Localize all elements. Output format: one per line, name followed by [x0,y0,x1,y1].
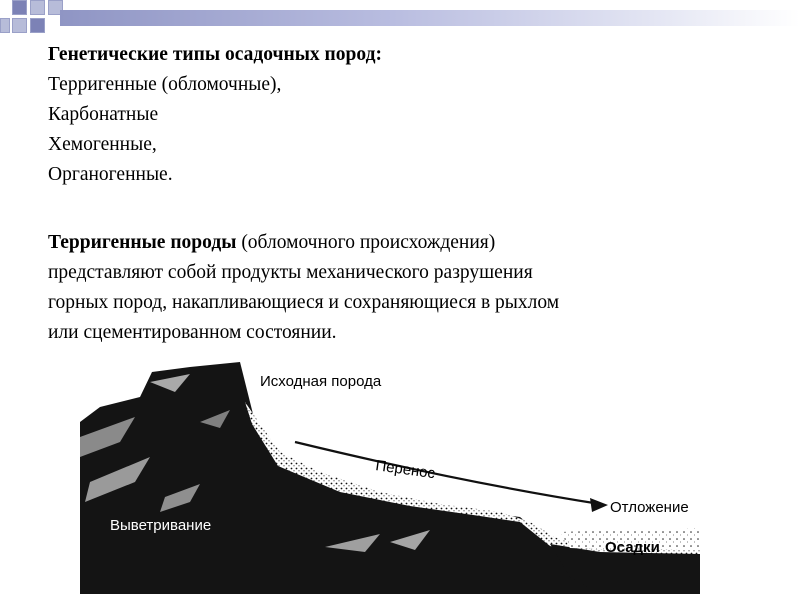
para-text: или сцементированном состоянии. [48,322,337,343]
para-text: (обломочного происхождения) [236,232,496,253]
term: Терригенные породы [48,232,237,253]
arrow-head [590,498,608,512]
type-item: Органогенные. [48,164,173,185]
label-deposition: Отложение [610,499,689,516]
type-item: Хемогенные, [48,134,157,155]
para-text: представляют собой продукты механического разрушения [48,262,533,283]
sedimentation-diagram [80,362,700,594]
label-weathering: Выветривание [110,517,212,534]
types-list [48,40,768,190]
para-text: горных пород, накапливающиеся и сохраняющиеся в рыхлом [48,292,560,313]
type-item: Карбонатные [48,104,159,125]
heading: Генетические типы осадочных пород: [48,44,382,65]
definition-paragraph [48,228,768,348]
title-bar-gradient [60,10,800,26]
type-item: Терригенные (обломочные), [48,74,282,95]
label-sediments: Осадки [605,539,660,556]
label-source-rock: Исходная порода [260,373,382,390]
corner-decoration [0,0,60,40]
label-transport: Перенос [374,457,437,483]
